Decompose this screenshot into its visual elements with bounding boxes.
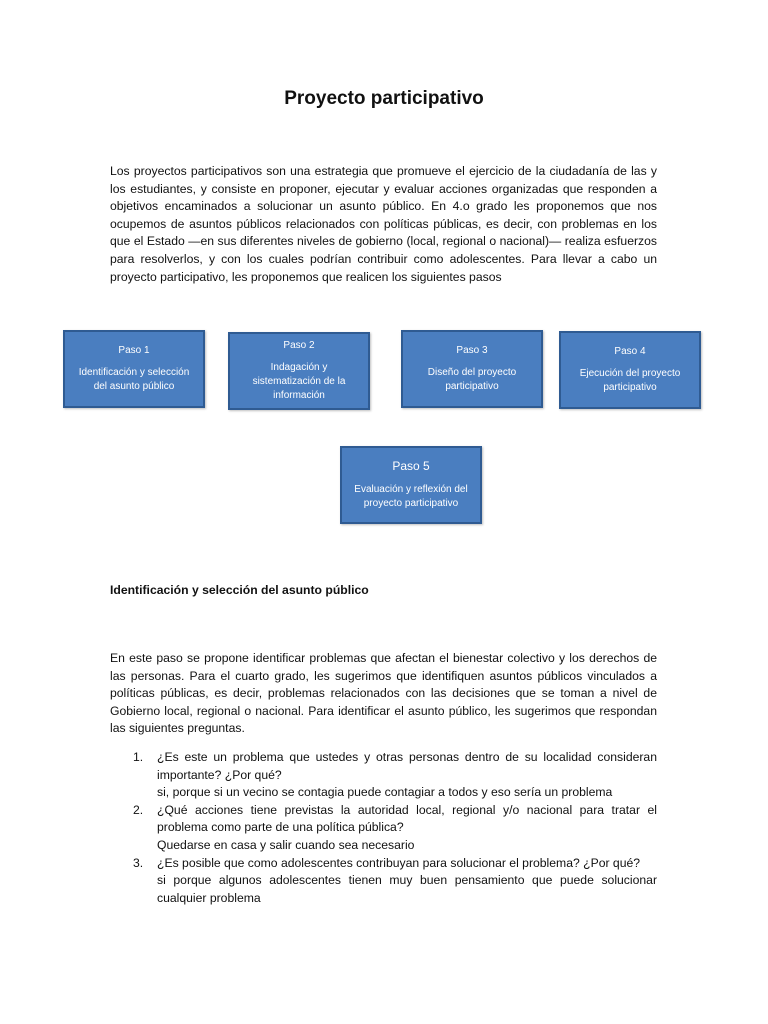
step-title: Paso 5	[392, 459, 430, 473]
step-text: Diseño del proyecto participativo	[427, 367, 517, 392]
step-title: Paso 1	[118, 345, 150, 356]
question-text: ¿Es posible que como adolescentes contribuyan para solucionar el problema? ¿Por qué?	[157, 855, 641, 870]
step-text: Identificación y selección del asunto público	[78, 367, 190, 392]
list-number: 1.	[133, 750, 144, 764]
step-box-2	[228, 332, 370, 410]
question-text: ¿Es este un problema que ustedes y otras personas dentro de su localidad consideran importante? ¿Por qué?	[157, 750, 657, 782]
step-box-4	[559, 331, 701, 409]
step-text: Evaluación y reflexión del proyecto participativo	[354, 484, 468, 509]
list-item	[110, 749, 657, 802]
step-text: Indagación y sistematización de la información	[252, 362, 346, 401]
step-title: Paso 3	[456, 345, 488, 356]
section-heading: Identificación y selección del asunto público	[110, 583, 369, 597]
step-box-3	[401, 330, 543, 408]
list-number: 3.	[133, 855, 144, 870]
intro-paragraph: Los proyectos participativos son una estrategia que promueve el ejercicio de la ciudadanía de las y los estudiantes, y consiste en proponer, ejecutar y evaluar acciones organizadas que responden a objetivos encaminados a solucionar un asunto público. En 4.o grado les proponemos que nos ocupemos de asuntos públicos relacionados con políticas públicas, es decir, con problemas en los que el Estado —en sus diferentes niveles de gobierno (local, regional o nacional)— realiza esfuerzos para resolverlos, y con los cuales podrían contribuir como adolescentes. Para llevar a cabo un proyecto participativo, les proponemos que realicen los siguientes pasos	[110, 164, 657, 284]
answer-text: Quedarse en casa y salir cuando sea necesario	[157, 837, 415, 852]
page-title: Proyecto participativo	[284, 88, 484, 109]
step-box-5	[340, 446, 482, 524]
step-title: Paso 2	[283, 340, 315, 351]
list-item	[110, 855, 657, 908]
question-text: ¿Qué acciones tiene previstas la autoridad local, regional y/o nacional para tratar el problema como parte de una política pública?	[157, 802, 657, 835]
step-title: Paso 4	[614, 346, 646, 357]
section-paragraph: En este paso se propone identificar problemas que afectan el bienestar colectivo y los derechos de las personas. Para el cuarto grado, les sugerimos que identifiquen asuntos públicos vinculados a políticas públicas, es decir, problemas relacionados con las decisiones que se toman a nivel de Gobierno local, regional o nacional. Para identificar el asunto público, les sugerimos que respondan las siguientes preguntas.	[110, 651, 657, 736]
answer-text: si porque algunos adolescentes tienen muy buen pensamiento que puede solucionar cualquier problema	[157, 873, 657, 905]
step-text: Ejecución del proyecto participativo	[579, 368, 681, 393]
list-number: 2.	[133, 802, 144, 817]
questions-list	[110, 749, 657, 907]
list-item	[110, 802, 657, 855]
answer-text: si, porque si un vecino se contagia puede contagiar a todos y eso sería un problema	[157, 785, 613, 800]
step-box-1	[63, 330, 205, 408]
